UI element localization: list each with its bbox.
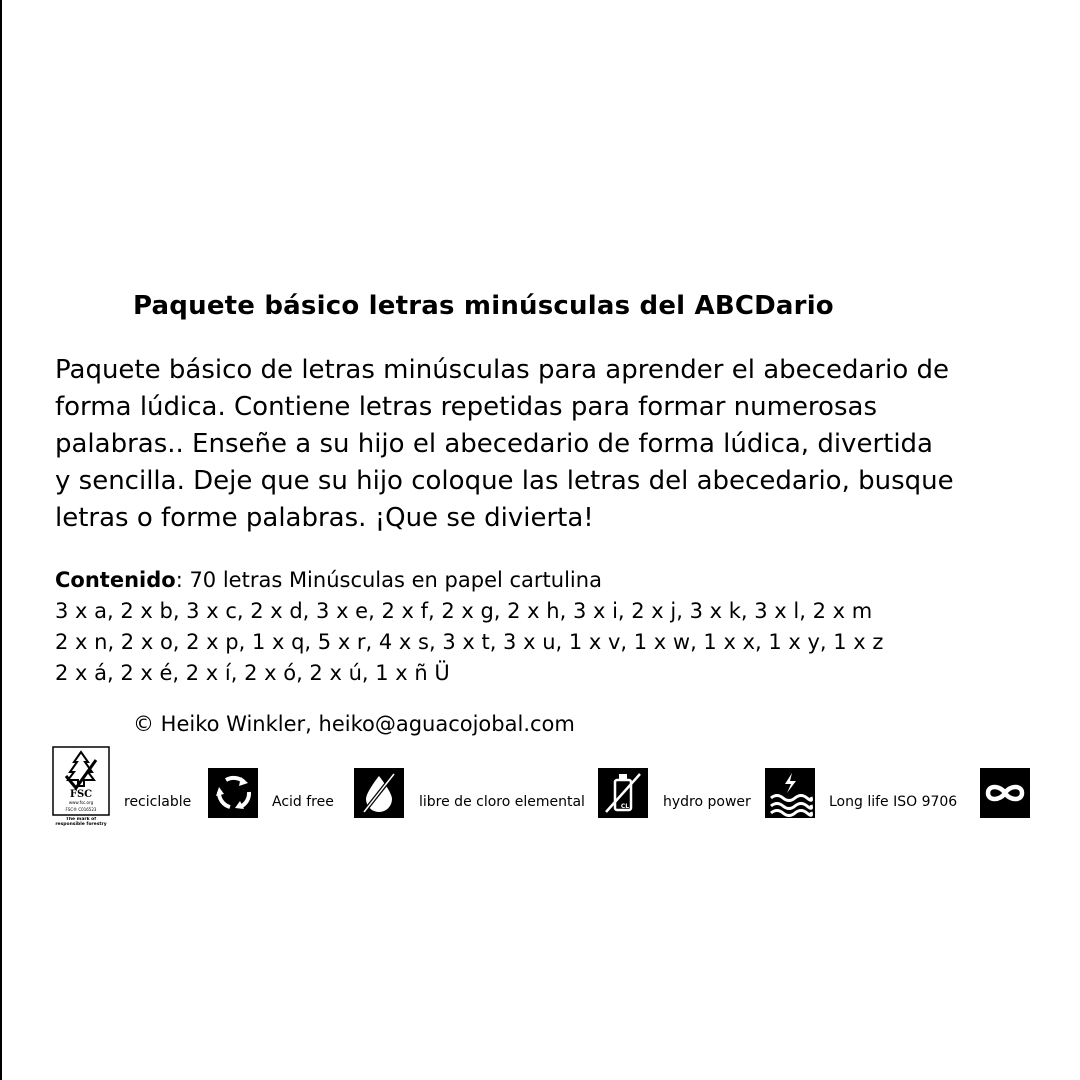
product-description <box>55 352 1065 537</box>
description-line: letras o forme palabras. ¡Que se divierta! <box>55 503 594 533</box>
recycle-icon <box>208 768 258 818</box>
page-border-left <box>0 0 2 1080</box>
fsc-brand: FSC <box>69 789 93 800</box>
description-line: y sencilla. Deje que su hijo coloque las letras del abecedario, busque <box>55 466 954 496</box>
description-line: palabras.. Enseñe a su hijo el abecedario de forma lúdica, divertida <box>55 429 933 459</box>
cert-label-acid-free: Acid free <box>272 794 334 810</box>
cert-label-long-life: Long life ISO 9706 <box>829 794 958 810</box>
cert-label-reciclable: reciclable <box>124 794 192 810</box>
fsc-code: FSC® C016523 <box>65 807 97 812</box>
page-title: Paquete básico letras minúsculas del ABCDario <box>133 291 834 321</box>
contents-summary-line <box>55 565 883 596</box>
fsc-site: www.fsc.org <box>68 800 94 805</box>
contents-line: 2 x á, 2 x é, 2 x í, 2 x ó, 2 x ú, 1 x ñ Ü <box>55 661 450 685</box>
no-chlorine-icon <box>598 768 648 818</box>
hydro-power-icon <box>765 768 815 818</box>
contents-section <box>55 565 883 689</box>
description-line: forma lúdica. Contiene letras repetidas para formar numerosas <box>55 392 877 422</box>
fsc-logo-icon <box>52 746 110 832</box>
contents-line: 2 x n, 2 x o, 2 x p, 1 x q, 5 x r, 4 x s, 3 x t, 3 x u, 1 x v, 1 x w, 1 x x, 1 x y, 1 x z <box>55 630 884 654</box>
svg-text:CL: CL <box>620 803 630 810</box>
cert-label-hydro-power: hydro power <box>663 794 751 810</box>
copyright-notice: © Heiko Winkler, heiko@aguacojobal.com <box>133 712 575 736</box>
infinity-icon <box>980 768 1030 818</box>
acid-free-icon <box>354 768 404 818</box>
contents-summary: : 70 letras Minúsculas en papel cartulina <box>175 568 602 592</box>
certification-row <box>0 742 1080 842</box>
contents-line: 3 x a, 2 x b, 3 x c, 2 x d, 3 x e, 2 x f, 2 x g, 2 x h, 3 x i, 2 x j, 3 x k, 3 x l, 2 x m <box>55 599 873 623</box>
cert-label-no-chlorine: libre de cloro elemental <box>419 794 585 810</box>
description-line: Paquete básico de letras minúsculas para aprender el abecedario de <box>55 355 949 385</box>
fsc-tagline: The mark of responsible forestry <box>55 817 107 827</box>
contents-label: Contenido <box>55 568 176 592</box>
